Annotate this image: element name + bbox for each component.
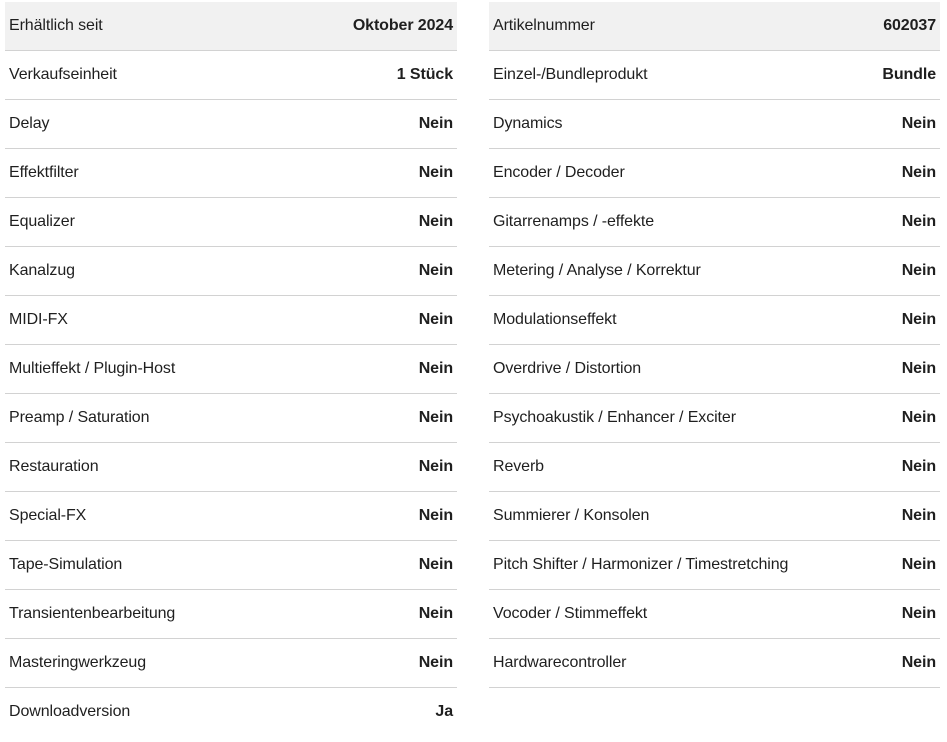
spec-label: Gitarrenamps / -effekte: [493, 213, 655, 230]
spec-row-hardware-controller: [489, 639, 940, 688]
spec-row-vocoder: [489, 590, 940, 639]
spec-label: Vocoder / Stimmeffekt: [493, 605, 648, 622]
spec-label: Masteringwerkzeug: [9, 654, 147, 671]
spec-label: Artikelnummer: [493, 17, 595, 34]
spec-label: Transientenbearbeitung: [9, 605, 176, 622]
spec-row-transient-processing: [5, 590, 457, 639]
spec-value: Nein: [901, 458, 936, 475]
spec-row-single-bundle: [489, 51, 940, 100]
spec-value: 602037: [883, 17, 936, 34]
spec-value: Nein: [418, 556, 453, 573]
spec-row-channel-strip: [5, 247, 457, 296]
spec-value: Nein: [901, 605, 936, 622]
spec-row-available-since: [5, 2, 457, 51]
spec-row-reverb: [489, 443, 940, 492]
spec-row-mastering-tool: [5, 639, 457, 688]
spec-value: Ja: [435, 703, 453, 720]
spec-row-psychoacoustics: [489, 394, 940, 443]
spec-value: 1 Stück: [396, 66, 453, 83]
spec-row-multi-effect: [5, 345, 457, 394]
spec-value: Nein: [418, 458, 453, 475]
spec-value: Nein: [418, 311, 453, 328]
spec-row-guitar-amps: [489, 198, 940, 247]
spec-label: Special-FX: [9, 507, 87, 524]
spec-row-special-fx: [5, 492, 457, 541]
spec-value: Bundle: [882, 66, 936, 83]
spec-label: Pitch Shifter / Harmonizer / Timestretching: [493, 556, 789, 573]
spec-value: Nein: [418, 213, 453, 230]
spec-value: Nein: [901, 213, 936, 230]
spec-label: Effektfilter: [9, 164, 79, 181]
spec-value: Oktober 2024: [352, 17, 453, 34]
spec-row-dynamics: [489, 100, 940, 149]
spec-label: Erhältlich seit: [9, 17, 103, 34]
spec-label: Einzel-/Bundleprodukt: [493, 66, 648, 83]
spec-row-midi-fx: [5, 296, 457, 345]
spec-row-encoder-decoder: [489, 149, 940, 198]
spec-value: Nein: [418, 654, 453, 671]
spec-row-download-version: [5, 688, 457, 736]
spec-label: Overdrive / Distortion: [493, 360, 642, 377]
spec-value: Nein: [901, 556, 936, 573]
spec-row-restoration: [5, 443, 457, 492]
spec-label: Reverb: [493, 458, 544, 475]
spec-row-pitch-shifter: [489, 541, 940, 590]
spec-label: Preamp / Saturation: [9, 409, 150, 426]
spec-row-delay: [5, 100, 457, 149]
spec-label: Equalizer: [9, 213, 75, 230]
spec-label: Downloadversion: [9, 703, 131, 720]
spec-label: Encoder / Decoder: [493, 164, 625, 181]
spec-value: Nein: [901, 115, 936, 132]
spec-value: Nein: [418, 507, 453, 524]
spec-table-right: [489, 2, 940, 688]
spec-value: Nein: [901, 507, 936, 524]
spec-label: Summierer / Konsolen: [493, 507, 650, 524]
spec-label: MIDI-FX: [9, 311, 68, 328]
spec-label: Kanalzug: [9, 262, 75, 279]
spec-label: Dynamics: [493, 115, 563, 132]
spec-row-effect-filter: [5, 149, 457, 198]
spec-table-left: [5, 2, 457, 736]
spec-value: Nein: [418, 360, 453, 377]
spec-row-summing-consoles: [489, 492, 940, 541]
spec-row-tape-simulation: [5, 541, 457, 590]
spec-row-metering: [489, 247, 940, 296]
spec-label: Hardwarecontroller: [493, 654, 627, 671]
spec-row-article-number: [489, 2, 940, 51]
spec-label: Tape-Simulation: [9, 556, 123, 573]
spec-row-preamp-saturation: [5, 394, 457, 443]
spec-value: Nein: [418, 262, 453, 279]
spec-label: Restauration: [9, 458, 99, 475]
spec-value: Nein: [901, 262, 936, 279]
spec-label: Verkaufseinheit: [9, 66, 117, 83]
spec-value: Nein: [418, 164, 453, 181]
spec-row-overdrive-distortion: [489, 345, 940, 394]
spec-value: Nein: [418, 605, 453, 622]
spec-value: Nein: [901, 360, 936, 377]
spec-value: Nein: [901, 654, 936, 671]
spec-value: Nein: [418, 409, 453, 426]
spec-value: Nein: [901, 311, 936, 328]
spec-value: Nein: [418, 115, 453, 132]
spec-label: Multieffekt / Plugin-Host: [9, 360, 176, 377]
spec-row-modulation: [489, 296, 940, 345]
spec-row-sales-unit: [5, 51, 457, 100]
spec-label: Modulationseffekt: [493, 311, 617, 328]
spec-value: Nein: [901, 164, 936, 181]
spec-label: Delay: [9, 115, 50, 132]
spec-row-equalizer: [5, 198, 457, 247]
spec-label: Metering / Analyse / Korrektur: [493, 262, 701, 279]
spec-label: Psychoakustik / Enhancer / Exciter: [493, 409, 736, 426]
spec-value: Nein: [901, 409, 936, 426]
